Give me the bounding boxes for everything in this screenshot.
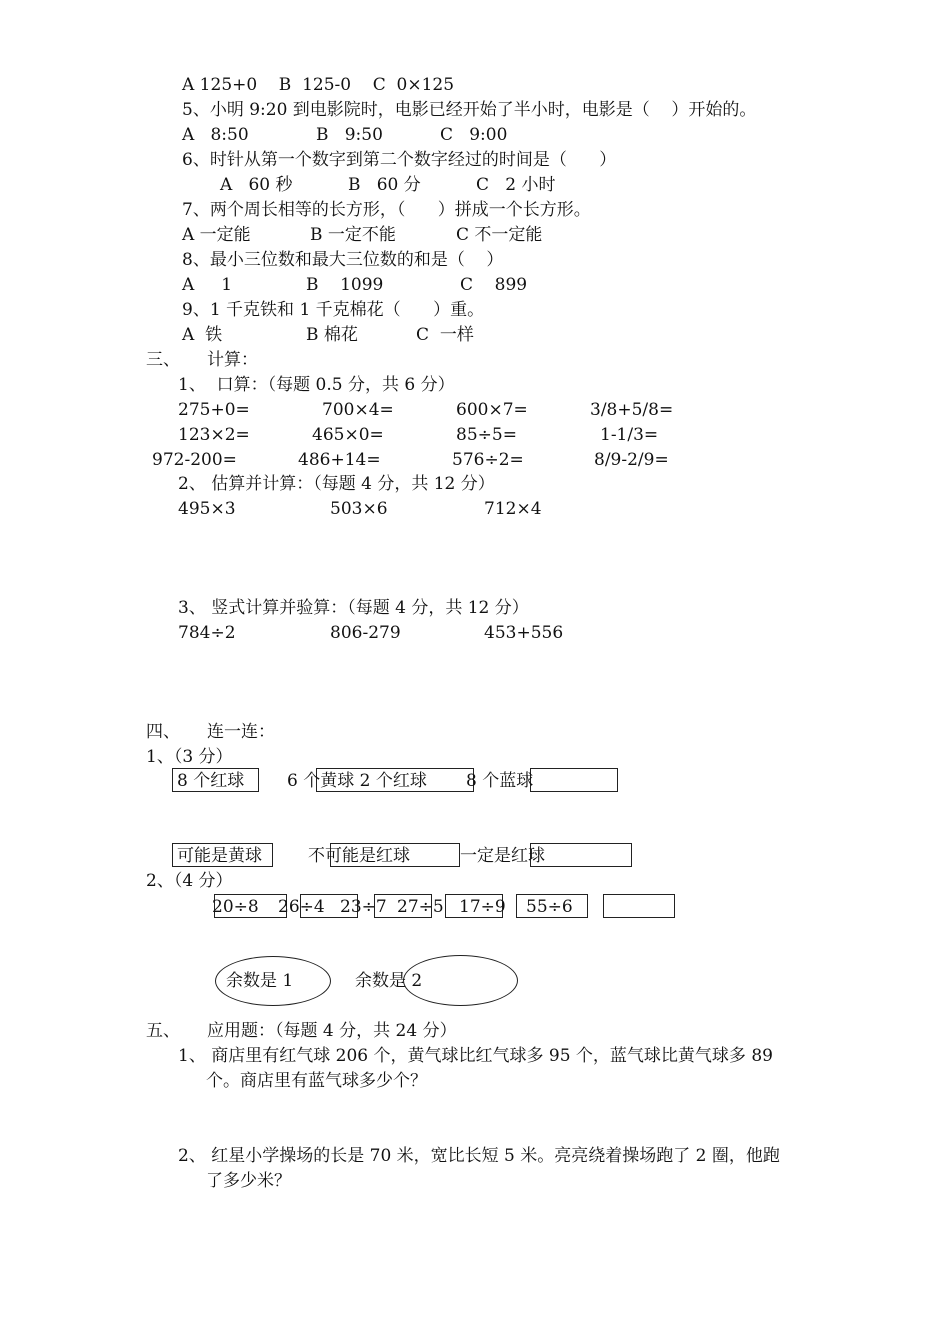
q5-option-b: B 9:50: [316, 125, 383, 145]
oral-item: 700×4=: [322, 400, 394, 420]
match-part-1-label: 1、（3 分）: [146, 747, 233, 767]
q9-option-a: A 铁: [182, 325, 223, 345]
match-part-2-label: 2、（4 分）: [146, 871, 233, 891]
oral-item: 85÷5=: [456, 425, 517, 445]
q7-option-b: B 一定不能: [310, 225, 396, 245]
estimate-item: 712×4: [484, 499, 542, 519]
division-expr: 27÷5: [397, 897, 444, 917]
q9-option-b: B 棉花: [306, 325, 358, 345]
oral-item: 465×0=: [312, 425, 384, 445]
oral-item: 275+0=: [178, 400, 250, 420]
estimate-item: 495×3: [178, 499, 236, 519]
outcome-label-1: 可能是黄球: [177, 846, 262, 866]
outcome-label-2: 不可能是红球: [308, 846, 410, 866]
division-box-6[interactable]: [603, 894, 675, 918]
q4-options: A 125+0 B 125-0 C 0×125: [182, 75, 455, 95]
vertical-item: 806-279: [330, 623, 401, 643]
q7-option-a: A 一定能: [182, 225, 251, 245]
q7-option-c: C 不一定能: [456, 225, 543, 245]
oral-calc-heading: 1、 口算：（每题 0.5 分，共 6 分）: [178, 375, 455, 395]
oral-item: 486+14=: [298, 450, 381, 470]
section-4-title: 四、 连一连：: [146, 722, 276, 742]
oral-item: 972-200=: [152, 450, 237, 470]
oral-item: 600×7=: [456, 400, 528, 420]
q5-stem: 5、小明 9:20 到电影院时，电影已经开始了半小时，电影是（ ）开始的。: [182, 100, 757, 120]
q5-option-a: A 8:50: [182, 125, 249, 145]
q7-stem: 7、两个周长相等的长方形，（ ）拼成一个长方形。: [182, 200, 591, 220]
oral-item: 3/8+5/8=: [590, 400, 674, 420]
oral-item: 576÷2=: [452, 450, 524, 470]
q9-stem: 9、1 千克铁和 1 千克棉花（ ）重。: [182, 300, 485, 320]
q8-option-c: C 899: [460, 275, 528, 295]
problem-1-line-2: 个。商店里有蓝气球多少个？: [206, 1071, 427, 1091]
problem-2-line-1: 2、 红星小学操场的长是 70 米，宽比长短 5 米。亮亮绕着操场跑了 2 圈，他跑: [178, 1146, 780, 1166]
ball-label-2: 6 个黄球 2 个红球: [287, 771, 427, 791]
ball-label-1: 8 个红球: [177, 771, 245, 791]
remainder-label-1: 余数是 1: [226, 971, 294, 991]
section-3-title: 三、 计算：: [146, 350, 259, 370]
problem-2-line-2: 了多少米？: [206, 1171, 291, 1191]
q6-stem: 6、时针从第一个数字到第二个数字经过的时间是（ ）: [182, 150, 617, 170]
q6-option-c: C 2 小时: [476, 175, 556, 195]
q8-option-b: B 1099: [306, 275, 384, 295]
division-expr: 17÷9: [459, 897, 506, 917]
section-5-title: 五、 应用题：（每题 4 分，共 24 分）: [146, 1021, 457, 1041]
division-expr: 23÷7: [340, 897, 387, 917]
q8-stem: 8、最小三位数和最大三位数的和是（ ）: [182, 250, 504, 270]
oral-item: 123×2=: [178, 425, 250, 445]
q6-option-a: A 60 秒: [220, 175, 293, 195]
vertical-item: 453+556: [484, 623, 564, 643]
outcome-box-3[interactable]: [530, 843, 632, 867]
division-expr: 55÷6: [526, 897, 573, 917]
vertical-item: 784÷2: [178, 623, 236, 643]
oral-item: 8/9-2/9=: [594, 450, 669, 470]
ball-label-3: 8 个蓝球: [466, 771, 534, 791]
ball-box-3[interactable]: [530, 768, 618, 792]
oral-item: 1-1/3=: [600, 425, 659, 445]
estimate-item: 503×6: [330, 499, 388, 519]
division-expr: 20÷8: [212, 897, 259, 917]
q5-option-c: C 9:00: [440, 125, 508, 145]
q9-option-c: C 一样: [416, 325, 474, 345]
remainder-label-2: 余数是 2: [355, 971, 423, 991]
problem-1-line-1: 1、 商店里有红气球 206 个，黄气球比红气球多 95 个，蓝气球比黄气球多 89: [178, 1046, 773, 1066]
division-expr: 26÷4: [278, 897, 325, 917]
q6-option-b: B 60 分: [348, 175, 421, 195]
estimate-heading: 2、 估算并计算：（每题 4 分，共 12 分）: [178, 474, 495, 494]
vertical-calc-heading: 3、 竖式计算并验算：（每题 4 分，共 12 分）: [178, 598, 529, 618]
outcome-label-3: 一定是红球: [460, 846, 545, 866]
q8-option-a: A 1: [182, 275, 233, 295]
